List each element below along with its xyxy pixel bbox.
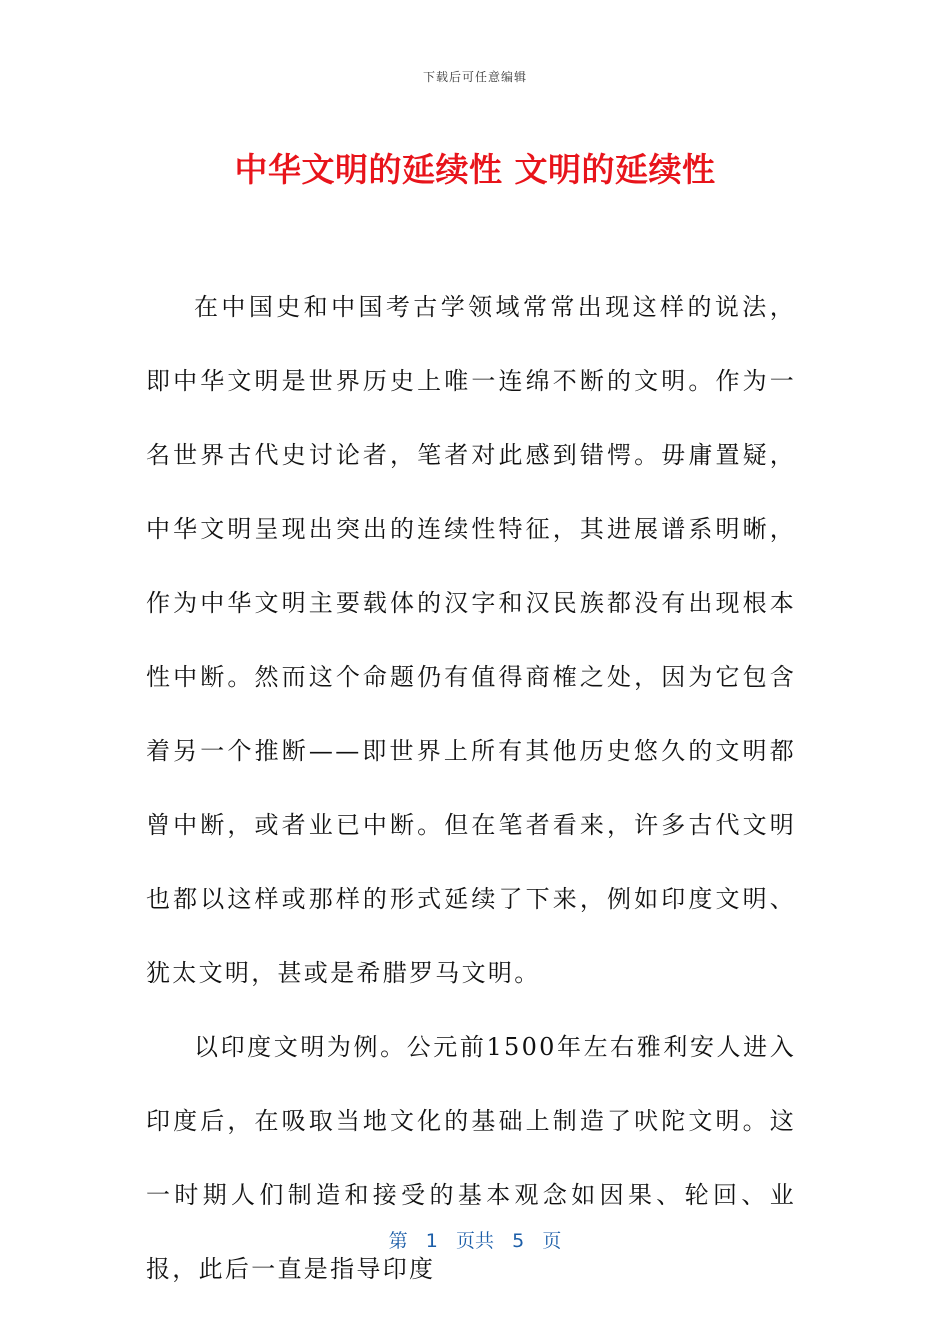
document-title: 中华文明的延续性 文明的延续性 — [234, 150, 716, 189]
page-prefix: 第 — [388, 1230, 408, 1252]
header-note: 下载后可任意编辑 — [422, 70, 527, 84]
current-page-number: 1 — [425, 1230, 438, 1252]
page-suffix: 页 — [542, 1230, 562, 1252]
total-pages-number: 5 — [512, 1230, 525, 1252]
page-mid-text: 页共 — [455, 1230, 494, 1252]
paragraph-2: 以印度文明为例。公元前1500年左右雅利安人进入印度后，在吸取当地文化的基础上制造了吠陀文明。这一时期人们制造和接受的基本观念如因果、轮回、业报，此后一直是指导印度 — [146, 1033, 796, 1283]
page-footer — [0, 1226, 950, 1253]
document-body — [146, 270, 796, 1306]
paragraph-1: 在中国史和中国考古学领域常常出现这样的说法，即中华文明是世界历史上唯一连绵不断的文明。作为一名世界古代史讨论者，笔者对此感到错愕。毋庸置疑，中华文明呈现出突出的连续性特征，其进展谱系明晰，作为中华文明主要载体的汉字和汉民族都没有出现根本性中断。然而这个命题仍有值得商榷之处，因为它包含着另一个推断——即世界上所有其他历史悠久的文明都曾中断，或者业已中断。但在笔者看来，许多古代文明也都以这样或那样的形式延续了下来，例如印度文明、犹太文明，甚或是希腊罗马文明。 — [146, 293, 796, 987]
